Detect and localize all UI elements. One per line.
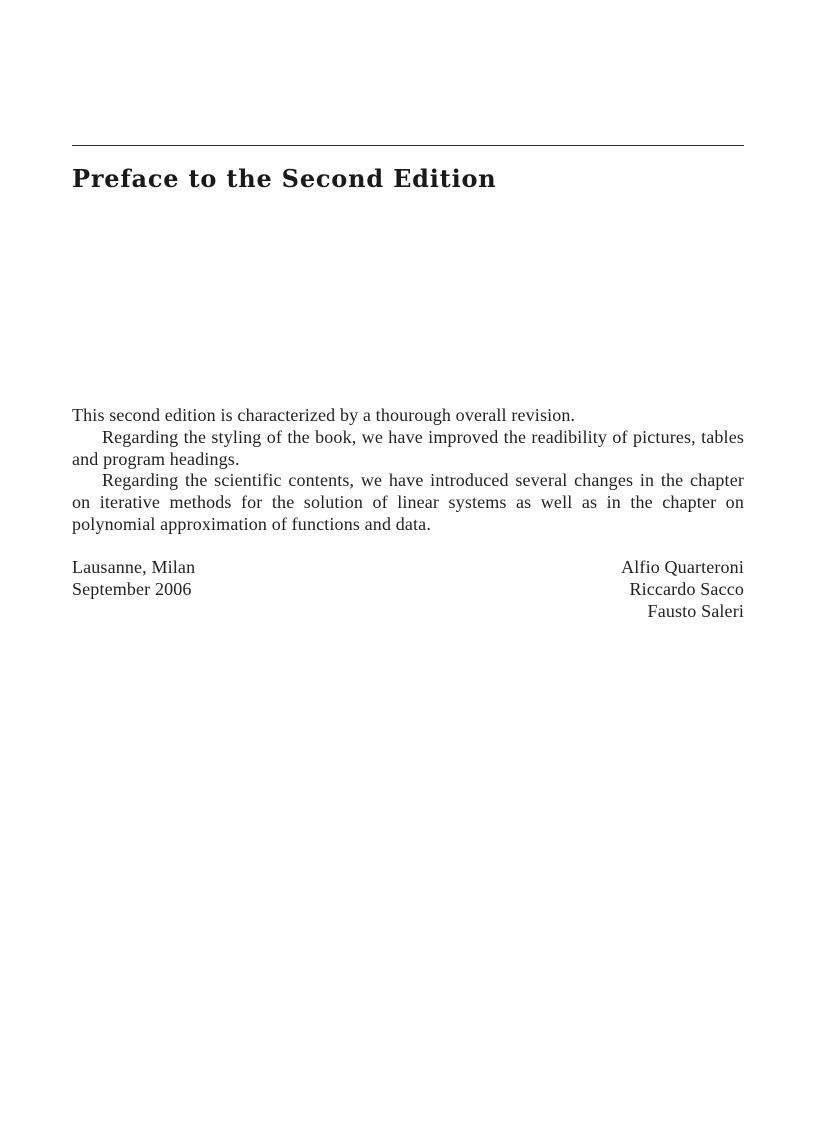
page (72, 0, 744, 1123)
authors (621, 557, 744, 622)
date: September 2006 (72, 578, 192, 599)
place-date (72, 557, 195, 601)
page-title: Preface to the Second Edition (72, 164, 497, 193)
author-2: Riccardo Sacco (629, 578, 744, 599)
paragraph-1: This second edition is characterized by a thourough overall revision. (72, 405, 576, 425)
author-1: Alfio Quarteroni (621, 557, 744, 577)
place: Lausanne, Milan (72, 557, 196, 577)
paragraph-3: Regarding the scientific contents, we have introduced several changes in the chapter on iterative methods for the solution of linear systems as well as in the chapter on polynomial approximation of functions and data. (72, 470, 744, 534)
paragraph-2: Regarding the styling of the book, we have improved the readibility of pictures, tables and program headings. (72, 426, 744, 469)
author-3: Fausto Saleri (647, 600, 744, 621)
top-rule (72, 145, 744, 146)
preface-body (72, 405, 744, 536)
